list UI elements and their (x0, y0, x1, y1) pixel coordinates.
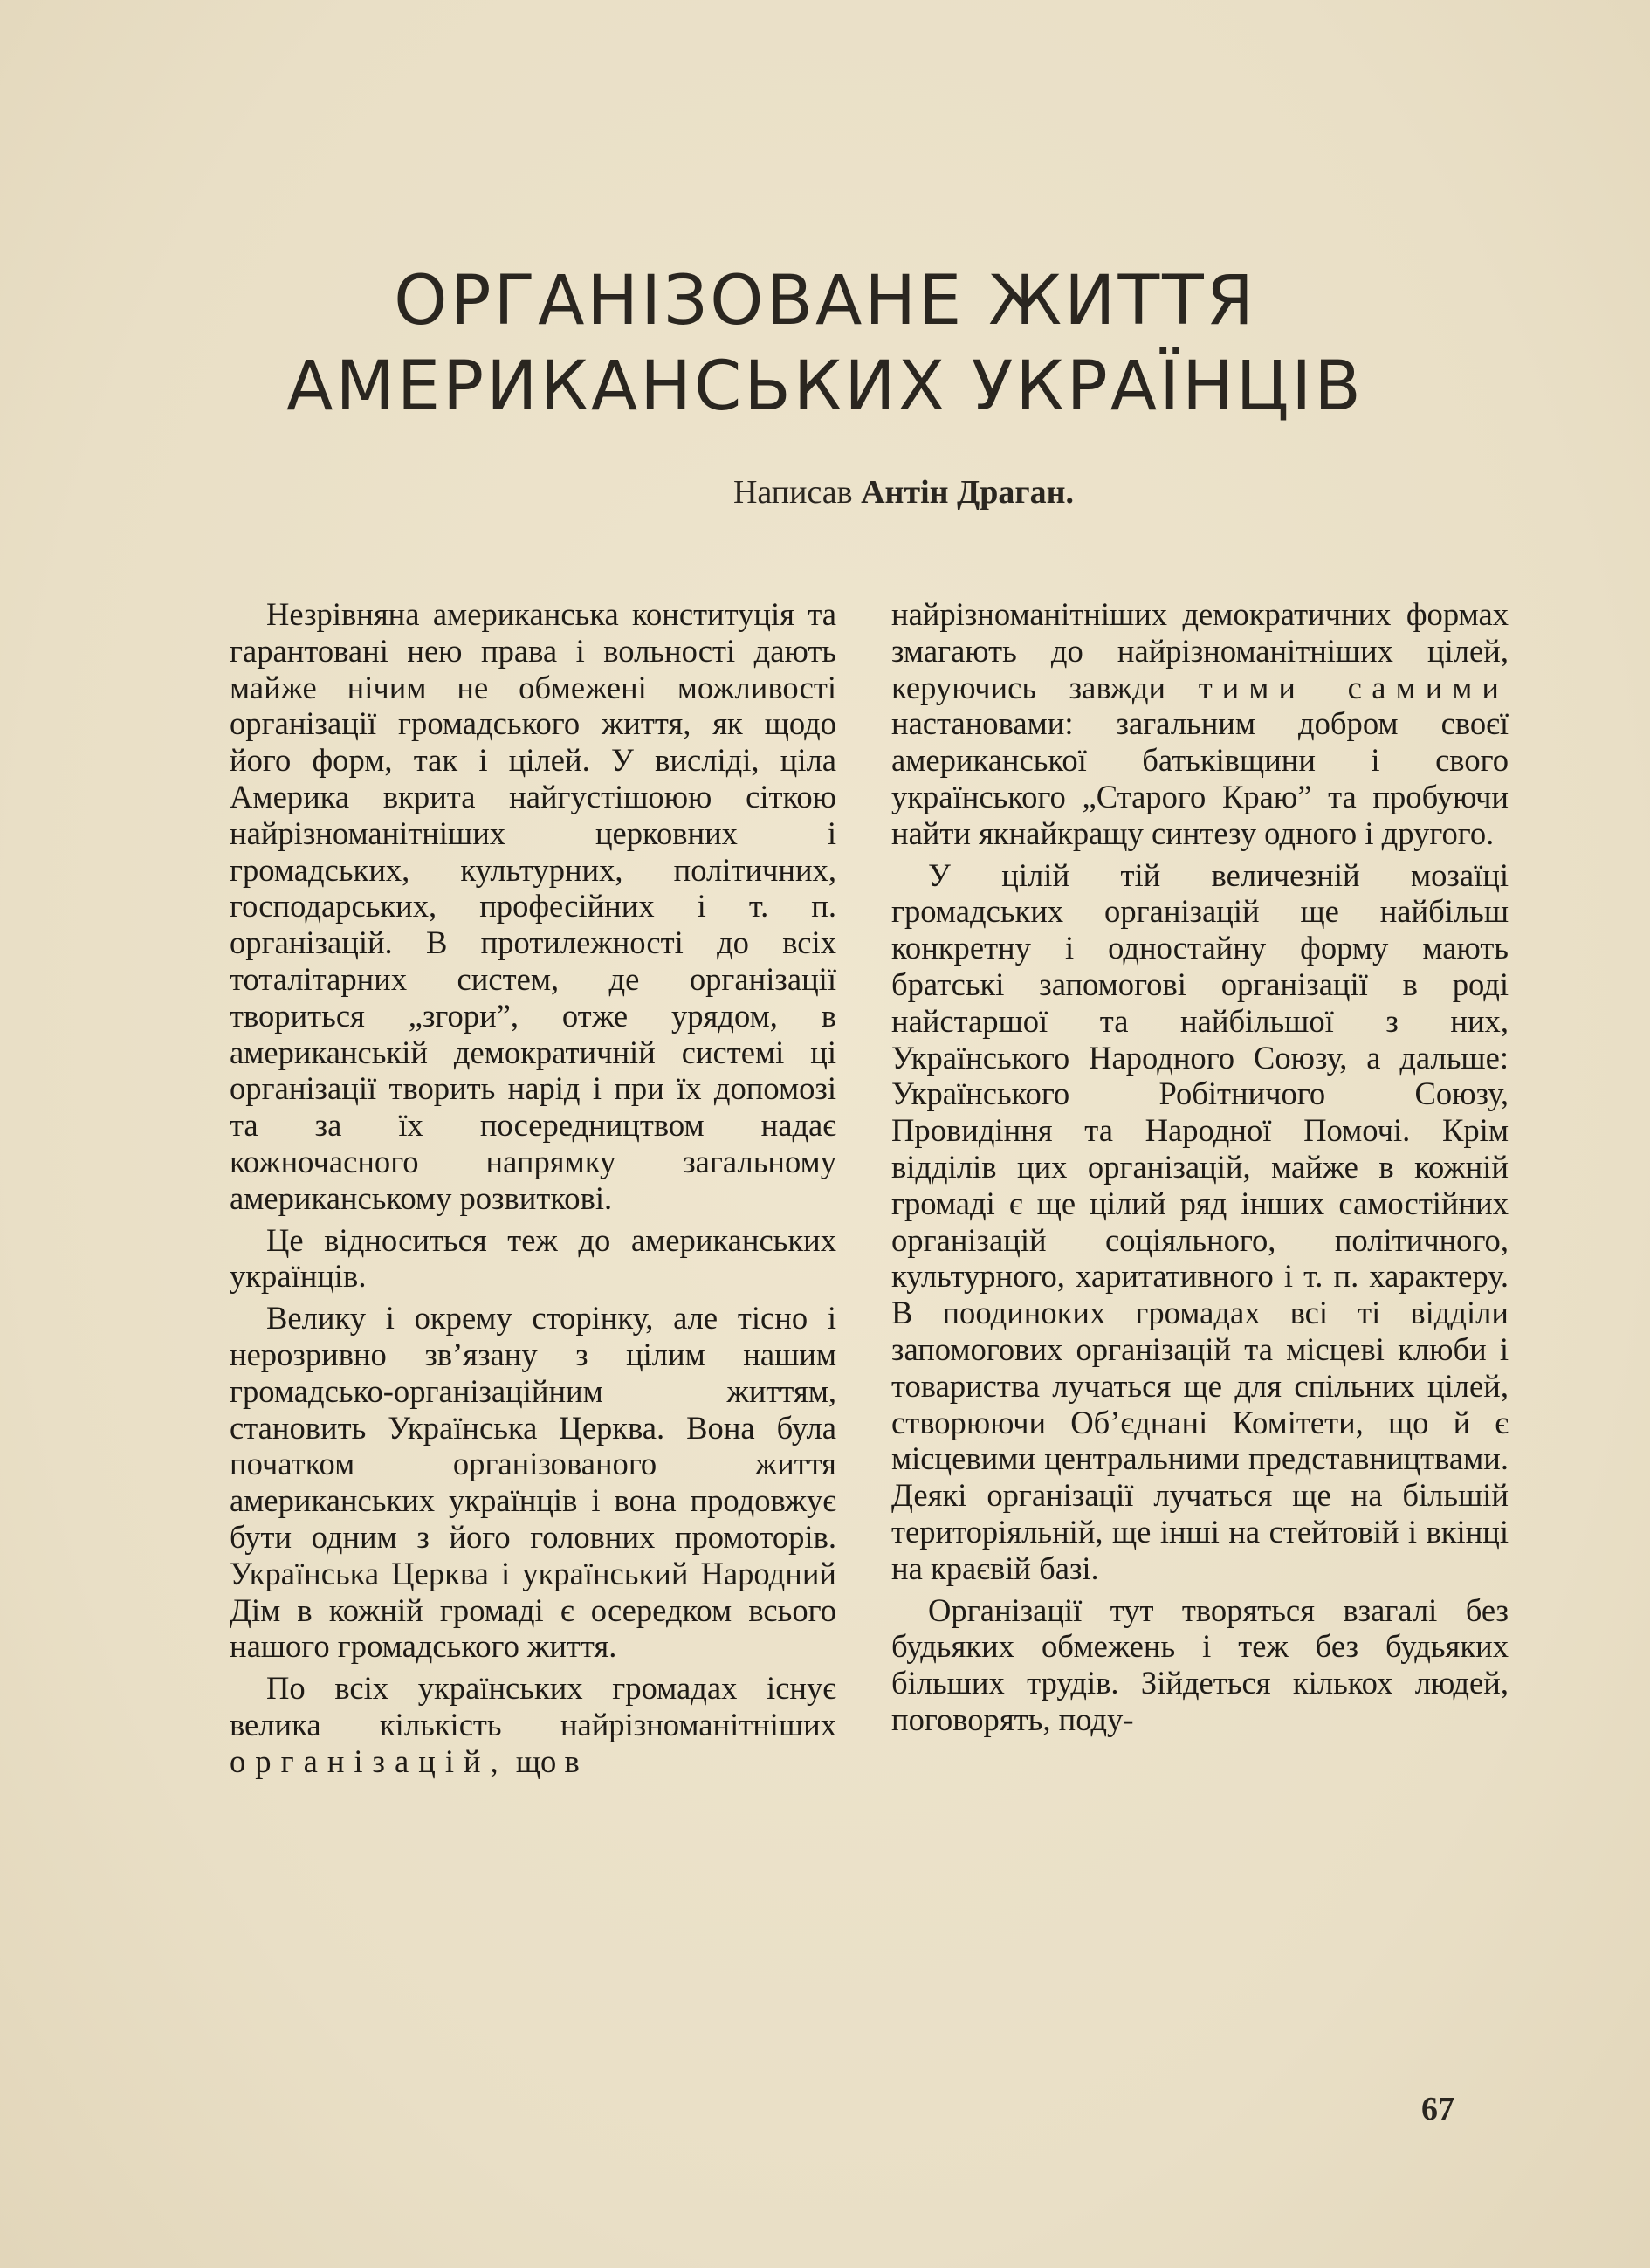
paragraph-text: що в (515, 1742, 580, 1779)
left-column (230, 596, 836, 1780)
paragraph-text: По всіх українських громадах існує велика кількість найрізноманітніших (230, 1670, 836, 1742)
paragraph (230, 1670, 836, 1779)
byline (0, 473, 1650, 512)
paragraph: Велику і окрему сторінку, але тісно і нерозривно зв’язану з цілим нашим громадсько-організаційним життям, становить Українська Церква. Вона була початком організованого життя американських українців і вона продовжує бути одним з його головних промоторів. Українська Церква і український Народний Дім в кожній громаді є осередком всього нашого громадського життя. (230, 1300, 836, 1665)
paragraph: У цілій тій величезній мозаїці громадських організацій ще найбільш конкретну і одностайну форму мають братські запомогові організації в роді найстаршої та найбільшої з них, Українського Народного Союзу, а дальше: Українського Робітничого Союзу, Провидіння та Народної Помочі. Крім відділів цих організацій, майже в кожній громаді є ще цілий ряд інших самостійних організацій соціяльного, політичного, культурного, харитативного і т. п. характеру. В поодиноких громадах всі ті відділи запомогових організацій та місцеві клюби і товариства лучаться ще для спільних цілей, створюючи Об’єднані Комітети, що й є місцевими центральними представництвами. Деякі організації лучаться ще на більшій територіяльній, ще інші на стейтовій і вкінці на краєвій базі. (891, 856, 1509, 1586)
paragraph-text: настановами: загальним добром своєї американської батьківщини і свого українського „Старого Краю” та пробуючи найти якнайкращу синтезу одного і другого. (891, 705, 1509, 851)
byline-prefix: Написав (732, 474, 853, 511)
article-title-line-1: ОРГАНІЗОВАНЕ ЖИТТЯ (394, 262, 1256, 340)
byline-author: Антін Драган. (861, 474, 1074, 511)
paragraph: Незрівняна американська конституція та гарантовані нею права і вольності дають майже нічим не обмежені можливості організації громадського життя, як щодо його форм, так і цілей. У висліді, ціла Америка вкрита найгустішоюю сіткою найрізноманітніших церковних і громадських, культурних, політичних, господарських, професійних і т. п. організацій. В протилежності до всіх тоталітарних систем, де організації твориться „згори”, отже урядом, в американській демократичній системі ці організації творить нарід і при їх допомозі та за їх посередництвом надає кожночасного напрямку загальному американському розвиткові. (230, 596, 836, 1216)
spaced-emphasis: тими самими (1198, 669, 1509, 705)
paragraph: Це відноситься теж до американських українців. (230, 1221, 836, 1295)
right-column (891, 596, 1509, 1738)
paragraph: Організації тут творяться взагалі без будьяких обмежень і теж без будьяких більших трудів. Зійдеться кількох людей, поговорять, поду- (891, 1591, 1509, 1737)
page-number: 67 (1421, 2091, 1454, 2127)
paragraph (891, 596, 1509, 852)
spaced-emphasis: організацій, (230, 1742, 508, 1779)
article-title-line-2: АМЕРИКАНСЬКИХ УКРАЇНЦІВ (286, 347, 1364, 426)
paragraph-text: найрізноманітніших демократичних формах змагають до найрізноманітніших цілей, керуючись завжди (891, 596, 1509, 705)
